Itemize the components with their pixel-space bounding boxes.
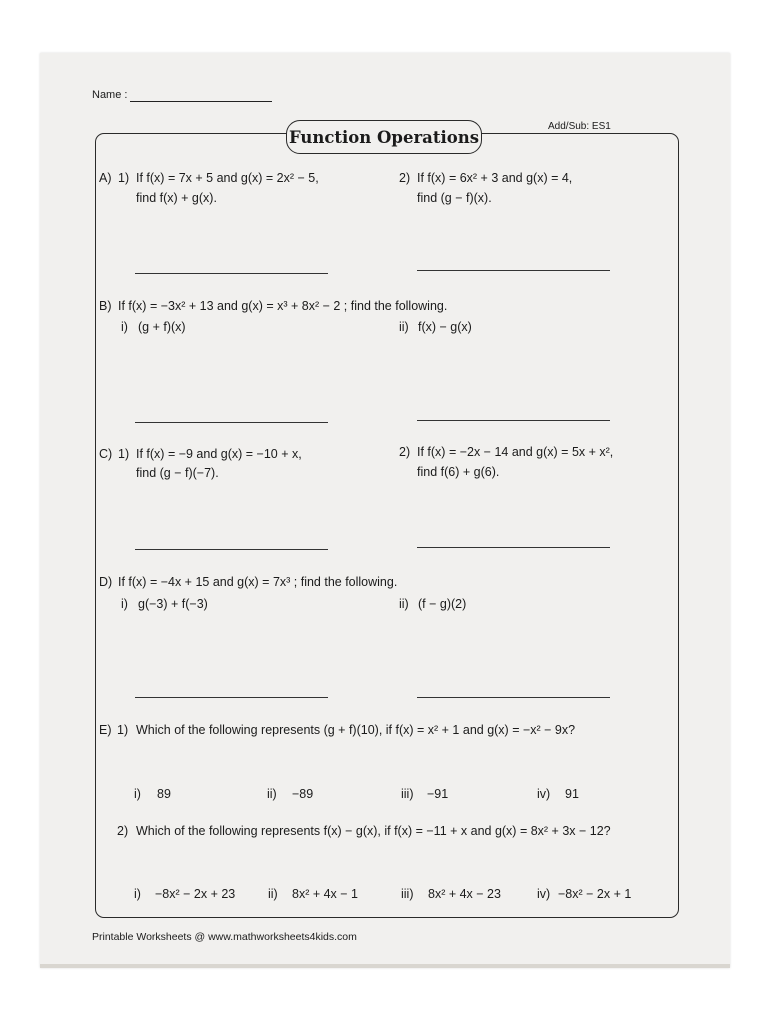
page-title: Function Operations [288, 127, 480, 147]
section-e-q2-option-iii-value: 8x² + 4x − 23 [428, 887, 501, 901]
section-a-q2-line1: If f(x) = 6x² + 3 and g(x) = 4, [417, 171, 573, 185]
section-e-q2-number: 2) [117, 824, 129, 838]
section-e-q2-text: Which of the following represents f(x) − g(x), if f(x) = −11 + x and g(x) = 8x² + 3x − 12? [136, 824, 611, 838]
section-b-stem: If f(x) = −3x² + 13 and g(x) = x³ + 8x² − 2 ; find the following. [118, 299, 448, 313]
section-c-label: C) [99, 447, 113, 461]
section-d-ii-text: (f − g)(2) [418, 597, 467, 611]
section-e-label: E) [99, 723, 112, 737]
footer-credit: Printable Worksheets @ www.mathworksheets4kids.com [92, 931, 357, 943]
section-e-q2-option-i-value: −8x² − 2x + 23 [155, 887, 236, 901]
worksheet-frame [95, 133, 679, 918]
section-e-q1-option-iii-marker: iii) [401, 787, 414, 801]
answer-line-a1 [135, 273, 328, 274]
section-c-q2-number: 2) [399, 445, 411, 459]
section-d-stem: If f(x) = −4x + 15 and g(x) = 7x³ ; find the following. [118, 575, 398, 589]
section-a-q1-line2: find f(x) + g(x). [136, 191, 217, 205]
section-c-q1-number: 1) [118, 447, 130, 461]
section-e-q1-option-i-marker: i) [134, 787, 141, 801]
tag-rule [480, 133, 610, 134]
section-b-ii-number: ii) [399, 320, 409, 334]
answer-line-d1 [135, 697, 328, 698]
section-d-ii-number: ii) [399, 597, 409, 611]
answer-line-c1 [135, 549, 328, 550]
section-c-q2-line1: If f(x) = −2x − 14 and g(x) = 5x + x², [417, 445, 614, 459]
section-e-q2-option-ii-marker: ii) [268, 887, 278, 901]
answer-line-b1 [135, 422, 328, 423]
section-e-q2-option-iv-marker: iv) [537, 887, 551, 901]
section-e-q1-text: Which of the following represents (g + f)(10), if f(x) = x² + 1 and g(x) = −x² − 9x? [136, 723, 576, 737]
section-c-q2-line2: find f(6) + g(6). [417, 465, 500, 479]
section-b-i-text: (g + f)(x) [138, 320, 186, 334]
section-e-q1-option-ii-marker: ii) [267, 787, 277, 801]
answer-line-c2 [417, 547, 610, 548]
section-b-ii-text: f(x) − g(x) [418, 320, 472, 334]
section-e-q1-option-iv-value: 91 [565, 787, 579, 801]
section-b-i-number: i) [121, 320, 128, 334]
section-e-q2-option-i-marker: i) [134, 887, 141, 901]
answer-line-b2 [417, 420, 610, 421]
section-a-q1-line1: If f(x) = 7x + 5 and g(x) = 2x² − 5, [136, 171, 319, 185]
section-d-i-number: i) [121, 597, 128, 611]
answer-line-a2 [417, 270, 610, 271]
section-b-label: B) [99, 299, 112, 313]
section-e-q1-option-i-value: 89 [157, 787, 171, 801]
worksheet-tag: Add/Sub: ES1 [548, 121, 611, 132]
section-e-q2-option-iii-marker: iii) [401, 887, 414, 901]
section-a-q2-number: 2) [399, 171, 411, 185]
section-d-label: D) [99, 575, 113, 589]
section-e-q1-option-iv-marker: iv) [537, 787, 551, 801]
paper-edge [40, 964, 730, 968]
section-c-q1-line1: If f(x) = −9 and g(x) = −10 + x, [136, 447, 302, 461]
name-field-line [130, 101, 272, 102]
section-a-q2-line2: find (g − f)(x). [417, 191, 492, 205]
section-e-q1-number: 1) [117, 723, 129, 737]
section-e-q2-option-iv-value: −8x² − 2x + 1 [558, 887, 632, 901]
name-label: Name : [92, 89, 128, 101]
title-banner [286, 120, 482, 154]
section-a-label: A) [99, 171, 112, 185]
section-d-i-text: g(−3) + f(−3) [138, 597, 208, 611]
section-c-q1-line2: find (g − f)(−7). [136, 466, 219, 480]
answer-line-d2 [417, 697, 610, 698]
section-e-q2-option-ii-value: 8x² + 4x − 1 [292, 887, 359, 901]
section-e-q1-option-iii-value: −91 [427, 787, 449, 801]
section-e-q1-option-ii-value: −89 [292, 787, 314, 801]
section-a-q1-number: 1) [118, 171, 130, 185]
